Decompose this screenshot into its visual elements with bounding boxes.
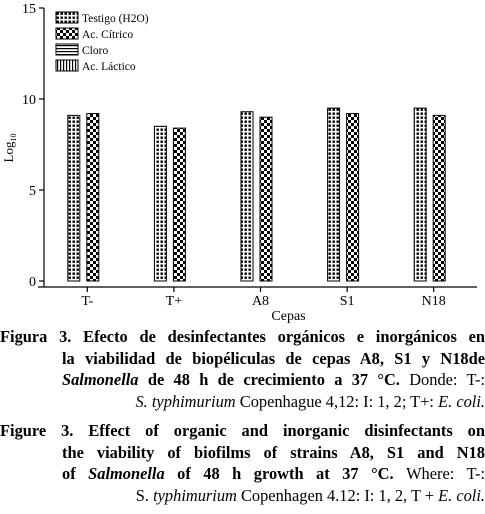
bar <box>241 112 253 281</box>
caption-es-where: Donde: T-: <box>409 370 485 390</box>
legend-label: Cloro <box>82 45 109 57</box>
bar <box>347 114 359 281</box>
legend-label: Testigo (H2O) <box>82 13 149 25</box>
chart-bars <box>68 108 445 281</box>
caption-es-line-2: la viabilidad de biopéliculas de cepas A8, S1 y N18de <box>62 348 485 368</box>
caption-es-line-4: Copenhague 4,12: I: 1, 2; T+: <box>239 391 434 411</box>
bar <box>433 115 445 281</box>
caption-en-line-3: of 48 h growth at 37 °C. <box>177 464 394 484</box>
y-tick-label: 0 <box>29 275 36 290</box>
caption-en-line-1: Effect of organic and inorganic disinfectants on <box>88 421 485 440</box>
bar <box>154 126 166 281</box>
caption-en-of: of <box>62 464 76 484</box>
caption-en-ecoli: E. coli. <box>438 485 485 505</box>
chart-legend <box>56 12 149 73</box>
caption-en-genus: S. <box>135 485 149 505</box>
caption-en-label: Figure 3. <box>0 421 74 440</box>
caption-en-line-2: the viability of biofilms of strains A8, S1 and N18 <box>62 442 485 462</box>
caption-es-line-3: de 48 h de crecimiento a 37 °C. <box>147 370 400 390</box>
x-tick-label: S1 <box>339 294 355 309</box>
bar <box>414 108 426 281</box>
figure-caption-english <box>0 420 485 506</box>
caption-es-species: S. typhimurium <box>135 391 236 411</box>
y-axis-label <box>1 134 18 163</box>
y-tick-label: 5 <box>29 184 36 199</box>
legend-swatch <box>56 44 78 55</box>
x-tick-label: T- <box>81 294 94 309</box>
legend-label: Ac. Cítrico <box>82 29 134 41</box>
bar <box>87 114 99 281</box>
caption-en-line-4: Copenhagen 4.12: I: 1, 2, T + <box>240 485 434 505</box>
caption-es-ecoli: E. coli. <box>438 391 485 411</box>
bar <box>260 117 272 281</box>
legend-label: Ac. Láctico <box>82 61 136 73</box>
caption-en-species: typhimurium <box>153 485 237 505</box>
legend-swatch <box>56 12 78 23</box>
caption-es-line-1: Efecto de desinfectantes orgánicos e inorgánicos en <box>83 327 485 346</box>
figure-caption-spanish <box>0 326 485 412</box>
caption-es-label: Figura 3. <box>0 327 72 346</box>
bar <box>173 128 185 281</box>
y-axis-label-subscript: 10 <box>9 133 18 142</box>
caption-es-organism: Salmonella <box>62 370 139 390</box>
x-tick-label: N18 <box>421 294 446 309</box>
bar <box>68 115 80 281</box>
x-tick-label: A8 <box>251 294 270 309</box>
bar <box>328 108 340 281</box>
legend-swatch <box>56 28 78 39</box>
caption-en-organism: Salmonella <box>88 464 165 484</box>
x-axis-label: Cepas <box>271 309 306 324</box>
y-tick-label: 10 <box>22 93 36 108</box>
y-tick-label: 15 <box>22 2 36 17</box>
x-tick-label: T+ <box>165 294 183 309</box>
legend-swatch <box>56 60 78 71</box>
caption-en-where: Where: T-: <box>406 464 485 484</box>
y-axis-label-main: Log <box>1 141 16 163</box>
